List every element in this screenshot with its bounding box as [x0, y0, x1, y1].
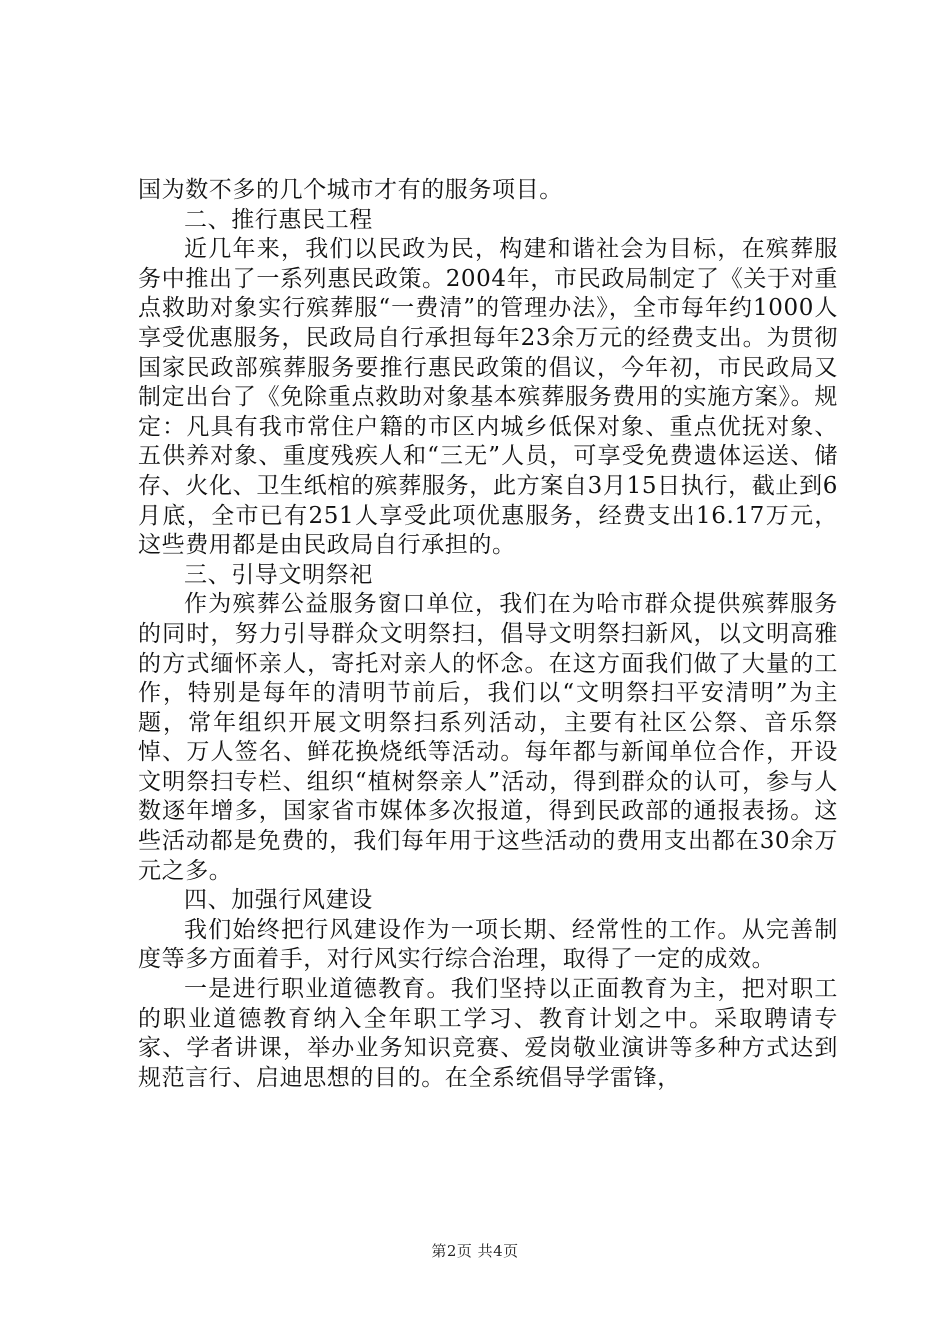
page-footer — [0, 1240, 950, 1261]
paragraph-benefit-policy: 近几年来，我们以民政为民，构建和谐社会为目标，在殡葬服务中推出了一系列惠民政策。2004年，市民政局制定了《关于对重点救助对象实行殡葬服“一费清”的管理办法》，全市每年约1000人享受优惠服务，民政局自行承担每年23余万元的经费支出。为贯彻国家民政部殡葬服务要推行惠民政策的倡议，今年初，市民政局又制定出台了《免除重点救助对象基本殡葬服务费用的实施方案》。规定：凡具有我市常住户籍的市区内城乡低保对象、重点优抚对象、五供养对象、重度残疾人和“三无”人员，可享受免费遗体运送、储存、火化、卫生纸棺的殡葬服务，此方案自3月15日执行，截止到6月底，全市已有251人享受此项优惠服务，经费支出16.17万元，这些费用都是由民政局自行承担的。 — [138, 236, 838, 559]
paragraph-continuation: 国为数不多的几个城市才有的服务项目。 — [138, 177, 563, 203]
paragraph-ethics-education: 一是进行职业道德教育。我们坚持以正面教育为主，把对职工的职业道德教育纳入全年职工学习、教育计划之中。采取聘请专家、学者讲课，举办业务知识竞赛、爱岗敬业演讲等多种方式达到规范言行、启迪思想的目的。在全系统倡导学雷锋， — [138, 976, 838, 1091]
section-heading-4: 四、加强行风建设 — [184, 887, 373, 914]
section-heading-2: 二、推行惠民工程 — [184, 206, 373, 233]
paragraph-work-style: 我们始终把行风建设作为一项长期、经常性的工作。从完善制度等多方面着手，对行风实行综合治理，取得了一定的成效。 — [138, 916, 838, 973]
paragraph-civilized-memorial: 作为殡葬公益服务窗口单位，我们在为哈市群众提供殡葬服务的同时，努力引导群众文明祭扫，倡导文明祭扫新风，以文明高雅的方式缅怀亲人，寄托对亲人的怀念。在这方面我们做了大量的工作，特别是每年的清明节前后，我们以“文明祭扫平安清明”为主题，常年组织开展文明祭扫系列活动，主要有社区公祭、音乐祭悼、万人签名、鲜花换烧纸等活动。每年都与新闻单位合作，开设文明祭扫专栏、组织“植树祭亲人”活动，得到群众的认可，参与人数逐年增多，国家省市媒体多次报道，得到民政部的通报表扬。这些活动都是免费的，我们每年用于这些活动的费用支出都在30余万元之多。 — [138, 591, 838, 884]
page-number-label: 第2页 共4页 — [431, 1242, 519, 1260]
section-heading-3: 三、引导文明祭祀 — [184, 561, 373, 588]
document-body — [138, 176, 838, 1093]
